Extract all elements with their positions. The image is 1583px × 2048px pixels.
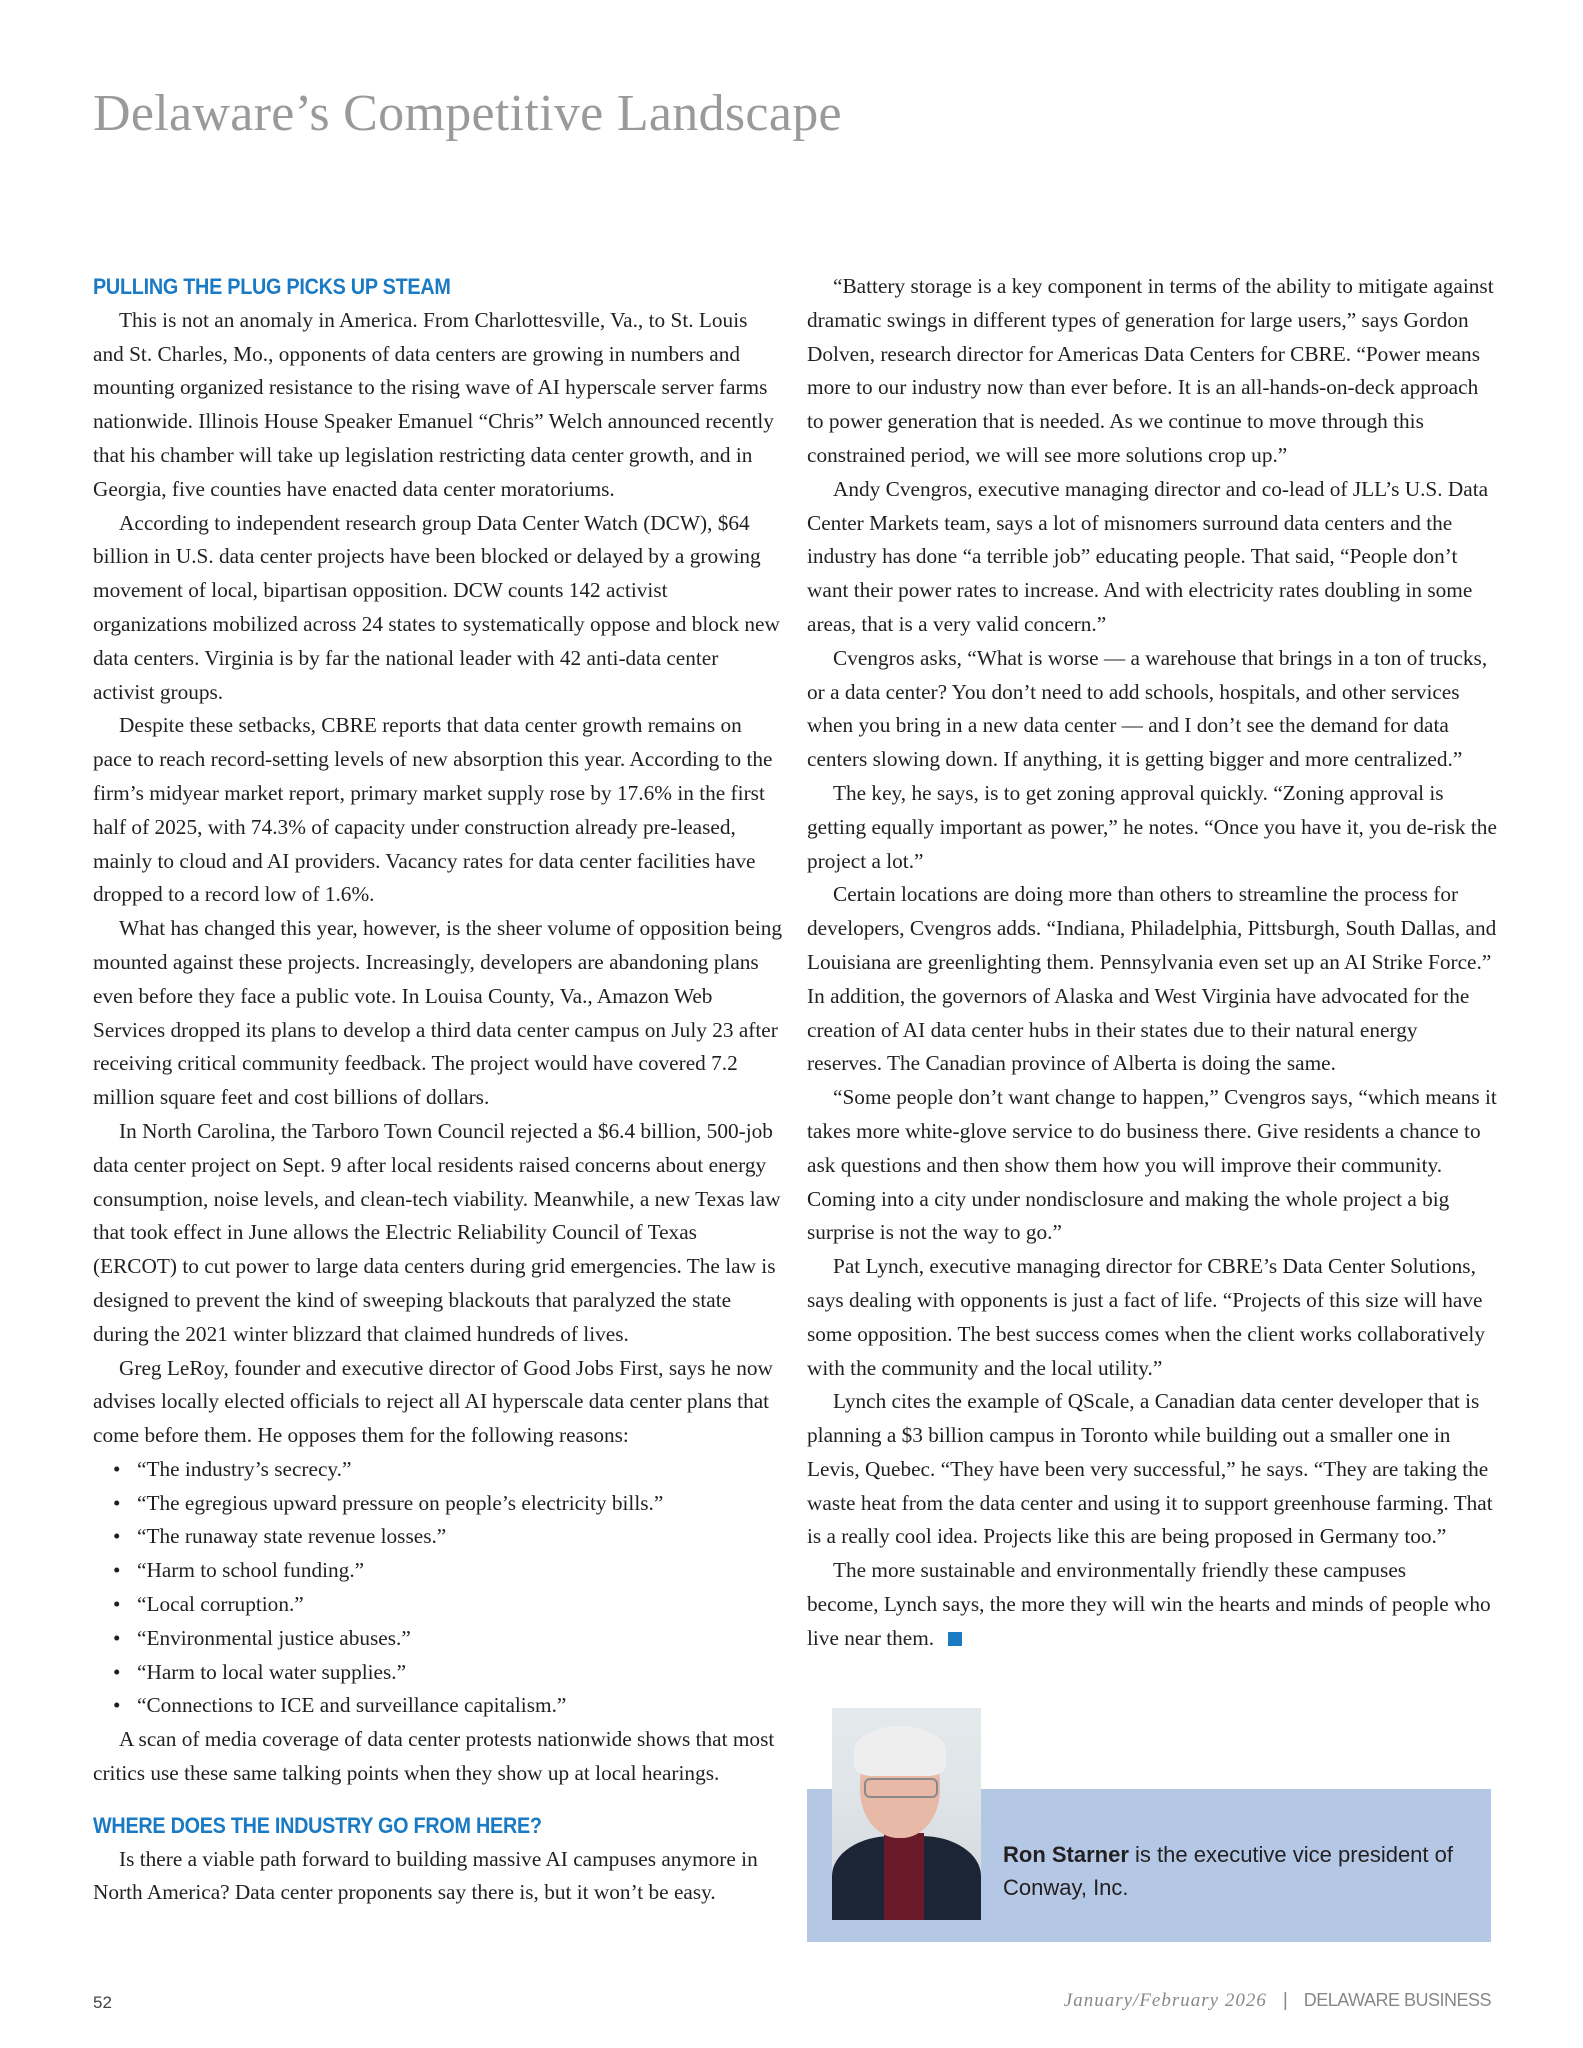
paragraph: Cvengros asks, “What is worse — a warehouse that brings in a ton of trucks, or a data center? You don’t need to add schools, hospitals, and other services when you bring in a new data center — and I don’t see the demand for data centers slowing down. If anything, it is getting bigger and more centralized.” bbox=[807, 645, 1488, 772]
paragraph: Pat Lynch, executive managing director for CBRE’s Data Center Solutions, says dealing with opponents is just a fact of life. “Projects of this size will have some opposition. The best success comes when the client works collaboratively with the community and the local utility.” bbox=[807, 1254, 1485, 1380]
right-column bbox=[807, 270, 1497, 1656]
paragraph: “Some people don’t want change to happen,” Cvengros says, “which means it takes more white-glove service to do business there. Give residents a chance to ask questions and then show them how you will improve their community. Coming into a city under nondisclosure and making the whole project a big surprise is not the way to go.” bbox=[807, 1085, 1497, 1245]
list-item: • “The industry’s secrecy.” bbox=[137, 1453, 783, 1487]
paragraph-text: become, Lynch says, the more they will win the hearts and minds of people who live near them. bbox=[807, 1592, 1491, 1650]
section-heading: PULLING THE PLUG PICKS UP STEAM bbox=[93, 274, 451, 299]
end-of-article-mark-icon bbox=[948, 1632, 962, 1646]
issue-date: January/February 2026 bbox=[1063, 1990, 1267, 2011]
reasons-list bbox=[93, 1453, 783, 1723]
list-item: • “Environmental justice abuses.” bbox=[137, 1622, 783, 1656]
author-name: Ron Starner bbox=[1003, 1842, 1129, 1867]
list-item: • “Harm to school funding.” bbox=[137, 1554, 783, 1588]
section-heading: WHERE DOES THE INDUSTRY GO FROM HERE? bbox=[93, 1812, 542, 1838]
author-bio bbox=[1003, 1838, 1483, 1904]
list-item: • “Connections to ICE and surveillance capitalism.” bbox=[137, 1689, 783, 1723]
magazine-name: DELAWARE BUSINESS bbox=[1303, 1990, 1491, 2010]
paragraph: Greg LeRoy, founder and executive director of Good Jobs First, says he now advises locally elected officials to reject all AI hyperscale data center plans that come before them. He opposes them for the following reasons: bbox=[93, 1355, 773, 1448]
paragraph: “Battery storage is a key component in terms of the ability to mitigate against dramatic swings in different types of generation for large users,” says Gordon Dolven, research director for Americas Data Centers for CBRE. “Power means more to our industry now than ever before. It is an all-hands-on-deck approach to power generation that is needed. As we continue to move through this constrained period, we will see more solutions crop up.” bbox=[807, 274, 1494, 467]
paragraph: A scan of media coverage of data center protests nationwide shows that most critics use these same talking points when they show up at local hearings. bbox=[93, 1727, 775, 1786]
page-number: 52 bbox=[93, 1993, 112, 2012]
paragraph: Andy Cvengros, executive managing director and co-lead of JLL’s U.S. Data Center Markets team, says a lot of misnomers surround data centers and the industry has done “a terrible job” educating people. That said, “People don’t want their power rates to increase. And with electricity rates doubling in some areas, that is a very valid concern.” bbox=[807, 476, 1489, 636]
footer-masthead bbox=[1064, 1990, 1491, 2012]
paragraph: In North Carolina, the Tarboro Town Council rejected a $6.4 billion, 500-job data center project on Sept. 9 after local residents raised concerns about energy consumption, noise levels, and clean-tech viability. Meanwhile, a new Texas law that took effect in June allows the Electric Reliability Council of Texas (ERCOT) to cut power to large data centers during grid emergencies. The law is designed to prevent the kind of sweeping blackouts that paralyzed the state during the 2021 winter blizzard that claimed hundreds of lives. bbox=[93, 1118, 781, 1346]
footer-separator: | bbox=[1282, 1990, 1288, 2011]
paragraph: The more sustainable and environmentally friendly these campuses bbox=[833, 1558, 1407, 1583]
page-title: Delaware’s Competitive Landscape bbox=[93, 85, 842, 142]
list-item: • “The egregious upward pressure on people’s electricity bills.” bbox=[137, 1487, 783, 1521]
paragraph: What has changed this year, however, is the sheer volume of opposition being mounted against these projects. Increasingly, developers are abandoning plans even before they face a public vote. In Louisa County, Va., Amazon Web Services dropped its plans to develop a third data center campus on July 23 after receiving critical community feedback. The project would have covered 7.2 million square feet and cost billions of dollars. bbox=[93, 916, 783, 1110]
paragraph: This is not an anomaly in America. From Charlottesville, Va., to St. Louis and St. Charles, Mo., opponents of data centers are growing in numbers and mounting organized resistance to the rising wave of AI hyperscale server farms nationwide. Illinois House Speaker Emanuel “Chris” Welch announced recently that his chamber will take up legislation restricting data center growth, and in Georgia, five counties have enacted data center moratoriums. bbox=[93, 307, 774, 501]
paragraph: According to independent research group Data Center Watch (DCW), $64 billion in U.S. data center projects have been blocked or delayed by a growing movement of local, bipartisan opposition. DCW counts 142 activist organizations mobilized across 24 states to systematically oppose and block new data centers. Virginia is by far the national leader with 42 anti-data center activist groups. bbox=[93, 510, 780, 704]
left-column bbox=[93, 270, 783, 1910]
paragraph-continued bbox=[807, 1588, 1497, 1656]
paragraph: The key, he says, is to get zoning approval quickly. “Zoning approval is getting equally important as power,” he notes. “Once you have it, you de-risk the project a lot.” bbox=[807, 780, 1497, 873]
list-item: • “Harm to local water supplies.” bbox=[137, 1656, 783, 1690]
list-item: • “Local corruption.” bbox=[137, 1588, 783, 1622]
author-description: is the executive vice president of Conway, Inc. bbox=[1003, 1842, 1453, 1900]
paragraph: Certain locations are doing more than others to streamline the process for developers, Cvengros adds. “Indiana, Philadelphia, Pittsburgh, South Dallas, and Louisiana are greenlighting them. Pennsylvania even set up an AI Strike Force.” In addition, the governors of Alaska and West Virginia have advocated for the creation of AI data center hubs in their states due to their natural energy reserves. The Canadian province of Alberta is doing the same. bbox=[807, 882, 1497, 1076]
paragraph: Lynch cites the example of QScale, a Canadian data center developer that is planning a $3 billion campus in Toronto while building out a smaller one in Levis, Quebec. “They have been very successful,” he says. “They are taking the waste heat from the data center and using it to support greenhouse farming. That is a really cool idea. Projects like this are being proposed in Germany too.” bbox=[807, 1389, 1493, 1549]
paragraph: Despite these setbacks, CBRE reports that data center growth remains on pace to reach record-setting levels of new absorption this year. According to the firm’s midyear market report, primary market supply rose by 17.6% in the first half of 2025, with 74.3% of capacity under construction already pre-leased, mainly to cloud and AI providers. Vacancy rates for data center facilities have dropped to a record low of 1.6%. bbox=[93, 713, 773, 907]
list-item: • “The runaway state revenue losses.” bbox=[137, 1520, 783, 1554]
author-photo bbox=[832, 1708, 981, 1920]
paragraph: Is there a viable path forward to building massive AI campuses anymore in North America? Data center proponents say there is, but it won’t be easy. bbox=[93, 1846, 758, 1905]
